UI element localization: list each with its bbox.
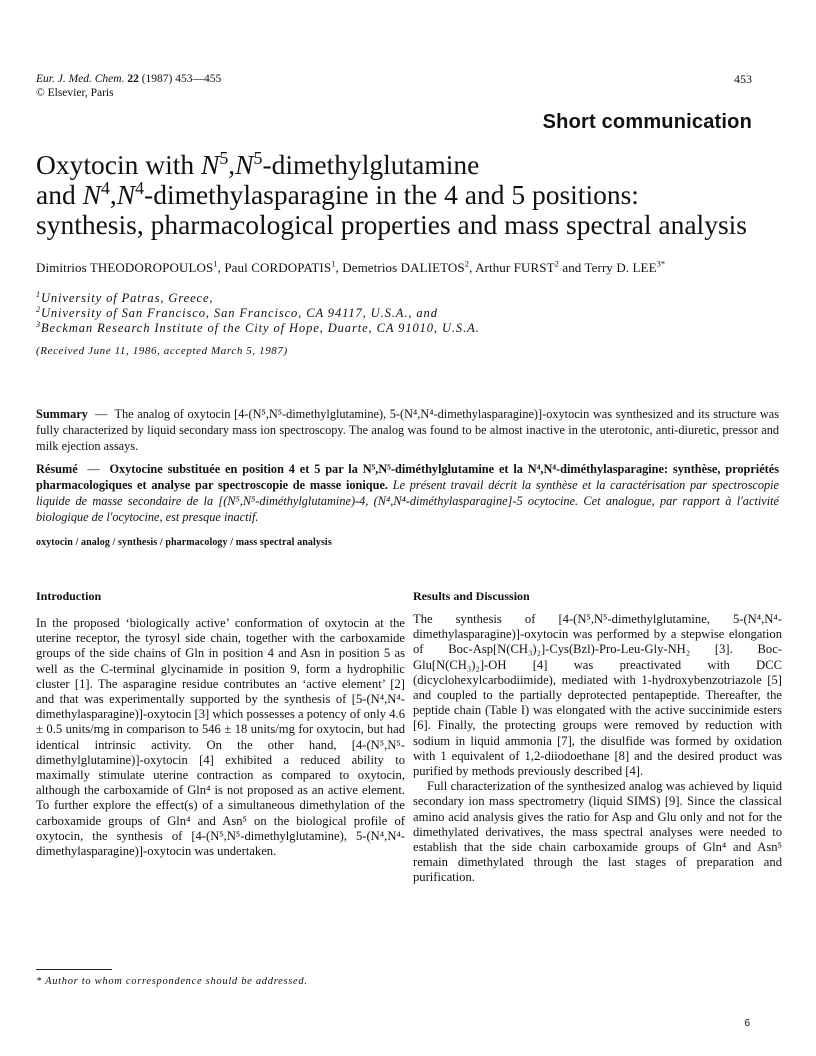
- affiliation: $^2$University of San Francisco, San Francisco, CA 94117, U.S.A., and: [36, 304, 438, 320]
- article-title: [36, 147, 786, 240]
- resume-text: Le présent travail décrit la synthèse et la caractérisation par spectroscopie liquide de masse secondaire de la [(N⁵,N⁵-diméthylglutamine)-4, (N⁴,N⁴-diméthylasparagine]-5 ocytocine. Cet analogue, par rapport à l'activité biologique de l'ocytocine, est presque inactif.: [36, 478, 779, 524]
- author: Terry D. $LEE^{3*}$: [584, 258, 666, 275]
- title-line-3: synthesis, pharmacological properties and mass spectral analysis: [36, 209, 747, 240]
- affiliation: $^3$Beckman Research Institute of the City of Hope, Duarte, CA 91010, U.S.A.: [36, 319, 480, 335]
- paragraph: The synthesis of [4-(N⁵,N⁵-dimethylglutamine, 5-(N⁴,N⁴-dimethylasparagine)]-oxytocin was performed by a stepwise elongation of Boc-Asp[N(CH₃)₂]-Cys(Bzl)-Pro-Leu-Gly-NH₂ [3]. Boc-Glu[N(CH₃)₂]-OH [4] was preactivated with DCC (dicyclohexylcarbodiimide), mediated with 1-hydroxybenzotriazole [5] and coupled to the partially deprotected pentapeptide. Thereafter, the peptide chain (Table I) was elongated with the active succinimide esters [6]. Finally, the protecting groups were removed by reduction with sodium in liquid ammonia [7], the disulfide was formed by oxidation with 1 equivalent of 1,2-diiodoethane [8] and the desired product was purified by methods previously described [4].: [413, 612, 782, 779]
- summary-label: Summary: [36, 407, 88, 421]
- resume: Résumé — Oxytocine substituée en position 4 et 5 par la N⁵,N⁵-diméthylglutamine et la N⁴,N⁴-diméthylasparagine: synthèse, propriétés pharmacologiques et analyse par spectroscopie de masse ionique. Le présent travail décrit la synthèse et la caractérisation par spectroscopie liquide de masse secondaire de la [(N⁵,N⁵-diméthylglutamine)-4, (N⁴,N⁴-diméthylasparagine]-5 ocytocine. Cet analogue, par rapport à l'activité biologique de l'ocytocine, est presque inactif.: [36, 462, 779, 524]
- footnote-divider: [36, 969, 112, 970]
- journal-reference: [36, 72, 221, 86]
- keywords: oxytocin / analog / synthesis / pharmacology / mass spectral analysis: [36, 537, 332, 548]
- section-label: Short communication: [542, 111, 752, 133]
- introduction-body: [36, 616, 405, 859]
- author: Arthur FURST$^2$ and: [475, 258, 585, 275]
- results-body: [413, 612, 782, 886]
- journal-year-pages: (1987) 453—455: [141, 73, 222, 85]
- paragraph: In the proposed ‘biologically active’ conformation of oxytocin at the uterine receptor, the tyrosyl side chain, together with the carboxamide groups of the side chains of Gln in position 4 and Asn in position 5 as well as the C-terminal glycinamide in position 9, form a hydrophilic cluster [1]. The asparagine residue contributes an ‘active element’ [2] and that was experimentally supported by the synthesis of [5-(N⁴,N⁴-dimethylasparagine)]-oxytocin [3] which possesses a potency of only 4.6 ± 0.5 units/mg in comparison to 546 ± 18 units/mg for oxytocin, but had identical intrinsic activity. On the other hand, [4-(N⁵,N⁵-dimethylglutamine)]-oxytocin [4] exhibited a reduced ability to maximally stimulate uterine contraction as compared to oxytocin, although the carboxamide of Gln⁴ is not proposed as an active element. To further explore the effect(s) of a simultaneous dimethylation of the carboxamide groups of Gln⁴ and Asn⁵ on the biological profile of oxytocin, the synthesis of [4-(N⁵,N⁵-dimethylglutamine), 5-(N⁴,N⁴-dimethylasparagine)]-oxytocin was undertaken.: [36, 616, 405, 859]
- page-number: 453: [734, 72, 752, 86]
- resume-title: Oxytocine substituée en position 4 et 5 par la N⁵,N⁵-diméthylglutamine et la N⁴,N⁴-diméthylasparagine: synthèse, propriétés pharmacologiques et analyse par spectroscopie de masse ionique.: [36, 462, 779, 492]
- summary-text: The analog of oxytocin [4-(N⁵,N⁵-dimethylglutamine), 5-(N⁴,N⁴-dimethylasparagine)]-oxytocin was synthesized and its structure was fully characterized by liquid secondary mass ion spectroscopy. The analog was found to be almost inactive in the uterotonic, anti-diuretic, pressor and milk ejection assays.: [36, 407, 779, 453]
- author: Dimitrios THEODOROPOULOS$^1$,: [36, 258, 225, 275]
- author: Demetrios DALIETOS$^2$,: [342, 258, 476, 275]
- paragraph: Full characterization of the synthesized analog was achieved by liquid secondary ion mass spectrometry (liquid SIMS) [9]. Since the classical amino acid analysis gives the ratio for Asp and Glu only and not for the dimethylated derivatives, the mass spectral analyses were needed to establish that the side chain carboxamide groups of Gln⁴ and Asn⁵ remain dimethylated through the last stages of preparation and purification.: [413, 779, 782, 885]
- affiliation: $^1$University of Patras, Greece,: [36, 289, 214, 305]
- introduction-heading: Introduction: [36, 589, 102, 603]
- journal-name: Eur. J. Med. Chem.: [36, 73, 125, 85]
- author-list: [36, 260, 665, 276]
- results-heading: Results and Discussion: [413, 589, 530, 603]
- footnote: * Author to whom correspondence should be addressed.: [36, 976, 308, 987]
- publisher: © Elsevier, Paris: [36, 87, 114, 99]
- author: Paul CORDOPATIS$^1$,: [224, 258, 343, 275]
- journal-volume: 22: [127, 73, 139, 85]
- title-line-2: and $N^4,N^4$-dimethylasparagine in the 4 and 5 positions:: [36, 177, 639, 210]
- resume-label: Résumé: [36, 462, 78, 476]
- signature-mark: 6: [744, 1018, 750, 1029]
- received-dates: (Received June 11, 1986, accepted March 5, 1987): [36, 345, 288, 357]
- title-line-1: Oxytocin with $N^5,N^5$-dimethylglutamine: [36, 147, 480, 180]
- summary: Summary — The analog of oxytocin [4-(N⁵,N⁵-dimethylglutamine), 5-(N⁴,N⁴-dimethylasparagine)]-oxytocin was synthesized and its structure was fully characterized by liquid secondary mass ion spectroscopy. The analog was found to be almost inactive in the uterotonic, anti-diuretic, pressor and milk ejection assays.: [36, 407, 779, 453]
